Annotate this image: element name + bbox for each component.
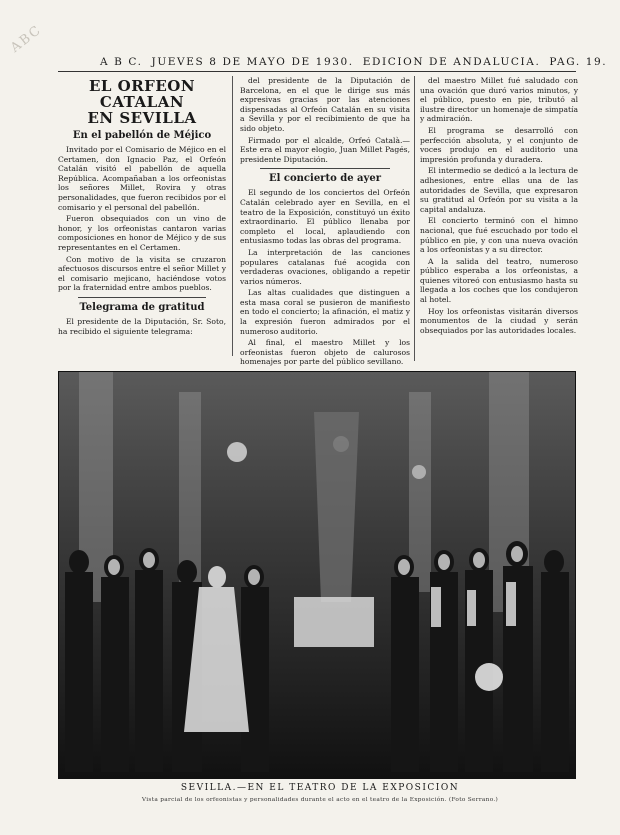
article-paragraph: A la salida del teatro, numeroso público esperaba a los orfeonistas, a quienes vitoreó con entusiasmo hasta su llegada a los coches que los condujeron al hotel.: [420, 256, 578, 305]
article-paragraph: El programa se desarrolló con perfección absoluta, y el conjunto de voces produjo en el auditorio una impresión profunda y duradera.: [420, 125, 578, 164]
article-paragraph: Con motivo de la visita se cruzaron afectuosos discursos entre el señor Millet y el comisario mejicano, haciéndose votos por la fraternidad entre ambos pueblos.: [58, 254, 226, 293]
article-paragraph: Hoy los orfeonistas visitarán diversos monumentos de la ciudad y serán obsequiados por las autoridades locales.: [420, 306, 578, 335]
event-photograph: [58, 371, 576, 779]
masthead-date: JUEVES 8 DE MAYO DE 1930.: [151, 56, 354, 68]
column-1: [58, 76, 226, 361]
headline-line-2: EN SEVILLA: [87, 109, 197, 127]
article-paragraph: El segundo de los conciertos del Orfeón Catalán celebrado ayer en Sevilla, en el teatro de la Exposición, constituyó un éxito extraordinario. El público llenaba por completo el local, aplaudiendo con entusiasmo todas las obras del programa.: [240, 188, 410, 246]
watermark-stamp: ABC: [8, 22, 45, 56]
masthead-edition: EDICION DE ANDALUCIA.: [362, 56, 541, 68]
article-paragraph: del maestro Millet fué saludado con una ovación que duró varios minutos, y el público, puesto en pie, tributó al ilustre director un homenaje de simpatía y admiración.: [420, 76, 578, 124]
photo-caption: SEVILLA.—EN EL TEATRO DE LA EXPOSICION: [180, 783, 460, 793]
article-paragraph: Las altas cualidades que distinguen a esta masa coral se pusieron de manifiesto en todo el concierto; la afinación, el matiz y la expresión fueron admirados por el numeroso auditorio.: [240, 288, 410, 336]
section-divider: [78, 297, 206, 298]
headline-line-1: EL ORFEON CATALAN: [88, 77, 196, 111]
article-paragraph: Al final, el maestro Millet y los orfeonistas fueron objeto de calurosos homenajes por parte del público sevillano.: [240, 338, 410, 367]
article-paragraph: La interpretación de las canciones populares catalanas fué acogida con verdaderas ovaciones, obligando a repetir varios números.: [240, 247, 410, 286]
column-separator: [414, 76, 415, 361]
article-paragraph: El presidente de la Diputación, Sr. Soto, ha recibido el siguiente telegrama:: [58, 316, 226, 336]
column-2: [240, 76, 410, 366]
column-separator: [232, 76, 233, 356]
section-divider: [260, 168, 390, 169]
subhead-mejico: En el pabellón de Méjico: [72, 130, 212, 141]
masthead-rule: [58, 71, 576, 72]
article-paragraph: El intermedio se dedicó a la lectura de adhesiones, entre ellas una de las autoridades de Sevilla, que expresaron su gratitud al Orfeón por su visita a la capital andaluza.: [420, 166, 578, 214]
subhead-telegrama: Telegrama de gratitud: [79, 301, 205, 313]
photo-illustration: [59, 372, 575, 778]
article-paragraph: El concierto terminó con el himno nacional, que fué escuchado por todo el público en pie, y con una nueva ovación a los orfeonistas y a su director.: [420, 216, 578, 255]
article-paragraph: Fueron obsequiados con un vino de honor, y los orfeonistas cantaron varias composiciones en honor de Méjico y de sus representantes en el Certamen.: [58, 214, 226, 252]
column-3: [420, 76, 578, 396]
headline-orfeon: [58, 78, 226, 126]
article-paragraph: Invitado por el Comisario de Méjico en el Certamen, don Ignacio Paz, el Orfeón Catalán visitó el pabellón de aquella República. Acompañaban a los orfeonistas los señores Millet, Rovira y otras personalidades, que fueron recibidos por el comisario y el personal del pabellón.: [58, 145, 226, 212]
masthead-page: PAG. 19.: [549, 56, 608, 68]
subhead-concierto: El concierto de ayer: [269, 173, 381, 185]
article-paragraph: del presidente de la Diputación de Barcelona, en el que le dirige sus más expresivas gracias por las atenciones dispensadas al Orfeón Catalán en su visita a Sevilla y por el recibimiento de que ha sido objeto.: [240, 76, 410, 133]
masthead-paper: A B C.: [100, 56, 143, 68]
masthead: [100, 56, 608, 70]
article-paragraph: Firmado por el alcalde, Orfeó Català.—Este era el mayor elogio, Juan Millet Pagés, presidente Diputación.: [240, 135, 410, 164]
photo-credit: Vista parcial de los orfeonistas y personalidades durante el acto en el teatro de la Exposición. (Foto Serrano.): [141, 797, 499, 803]
